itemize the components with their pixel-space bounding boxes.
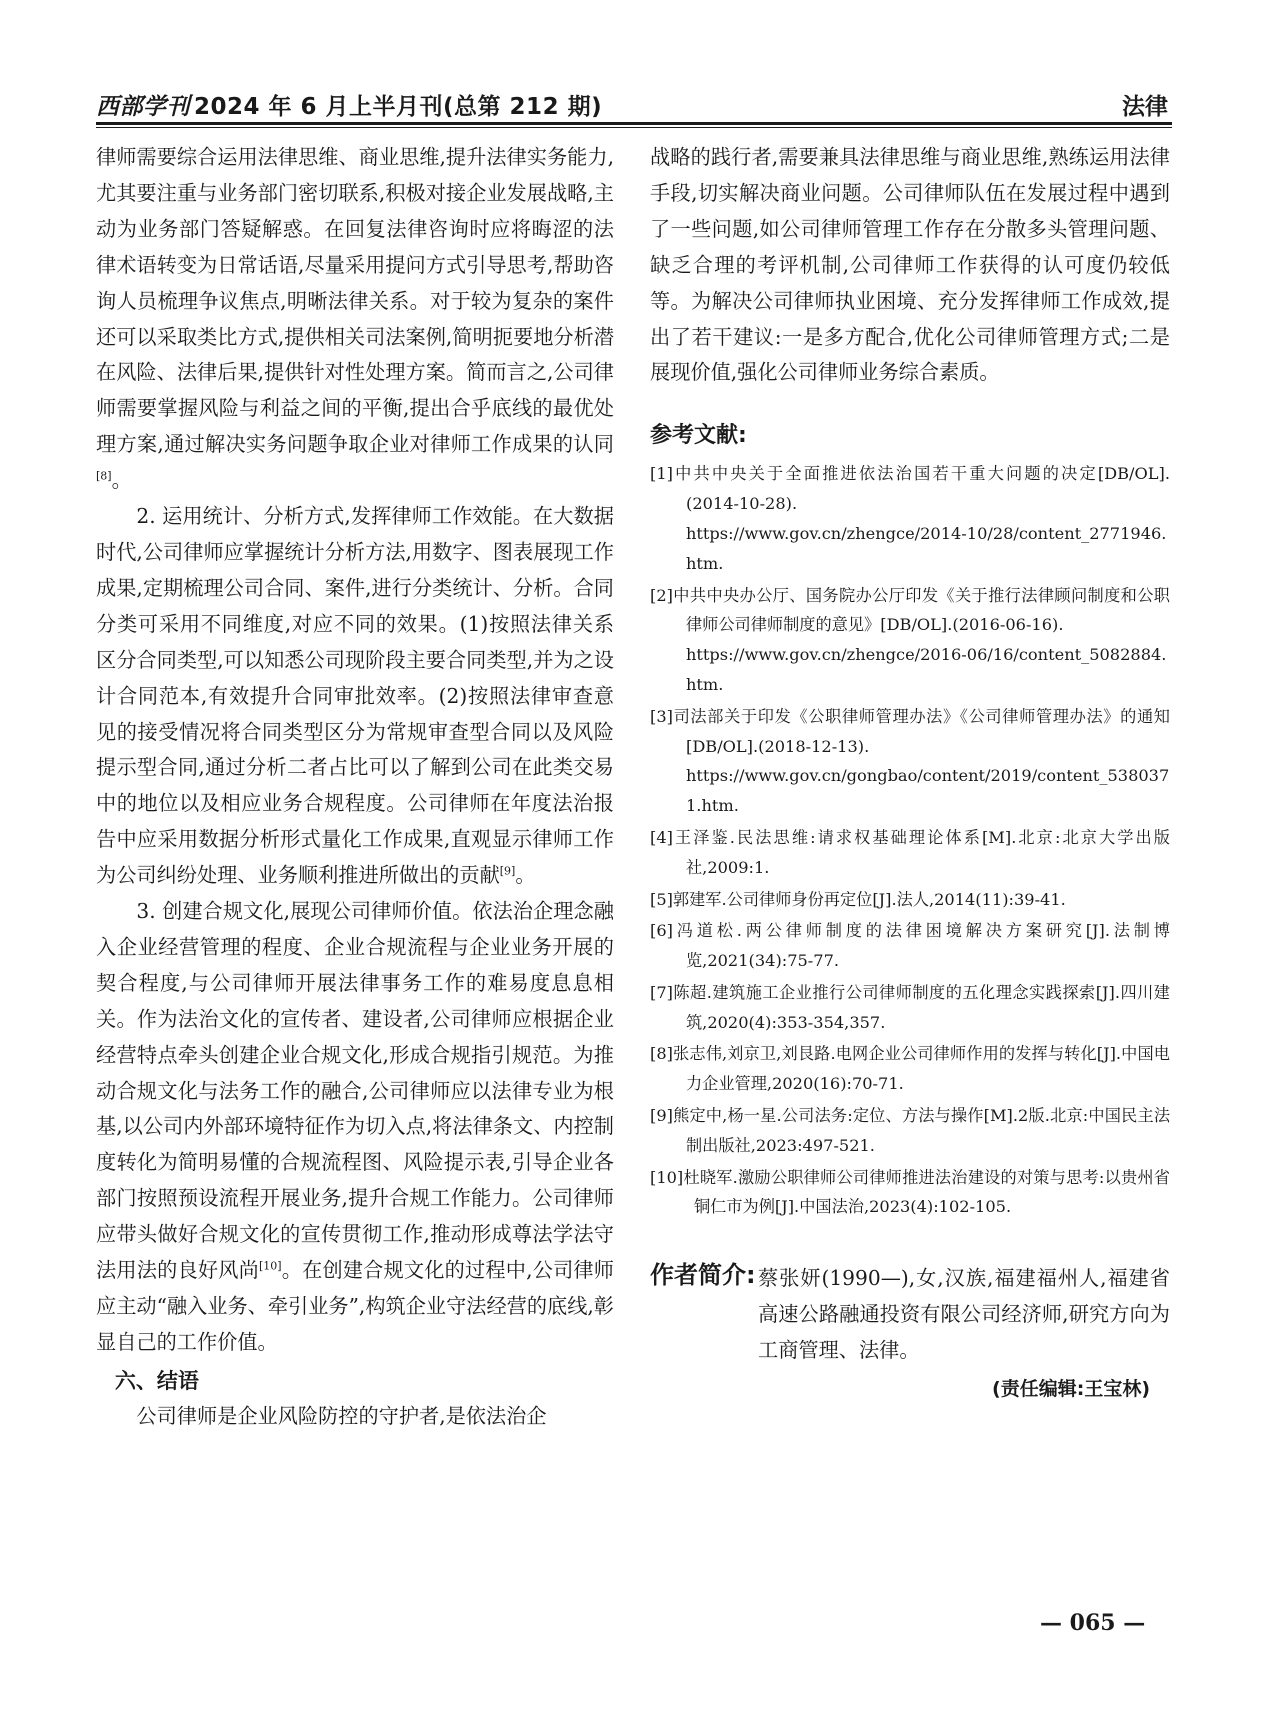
journal-running-head — [96, 88, 602, 121]
reference-url: https://www.gov.cn/zhengce/2016-06/16/content_5082884.htm. — [686, 645, 1167, 694]
reference-item: [8]张志伟,刘京卫,刘艮路.电网企业公司律师作用的发挥与转化[J].中国电力企业管理,2020(16):70-71. — [650, 1044, 1170, 1094]
right-column — [650, 140, 1170, 1401]
reference-item: [9]熊定中,杨一星.公司法务:定位、方法与操作[M].2版.北京:中国民主法制出版社,2023:497-521. — [650, 1106, 1170, 1155]
left-column — [96, 140, 614, 1435]
citation-10: [10] — [258, 1259, 282, 1273]
references-title: 参考文献: — [650, 423, 747, 449]
reference-item: [10]杜晓军.激励公职律师公司律师推进法治建设的对策与思考:以贵州省铜仁市为例[J].中国法治,2023(4):102-105. — [650, 1167, 1170, 1217]
body-paragraph: 2. 运用统计、分析方式,发挥律师工作效能。在大数据时代,公司律师应掌握统计分析方法,用数字、图表展现工作成果,定期梳理公司合同、案件,进行分类统计、分析。合同分类可采用不同维度,对应不同的效果。(1)按照法律关系区分合同类型,可以知悉公司现阶段主要合同类型,并为之设计合同范本,有效提升合同审批效率。(2)按照法律审查意见的接受情况将合同类型区分为常规审查型合同以及风险提示型合同,通过分析二者占比可以了解到公司在此类交易中的地位以及相应业务合规程度。公司律师在年度法治报告中应采用数据分析形式量化工作成果,直观显示律师工作为公司纠纷处理、业务顺利推进所做出的贡献[9]。 — [96, 504, 614, 888]
reference-item: [7]陈超.建筑施工企业推行公司律师制度的五化理念实践探索[J].四川建筑,2020(4):353-354,357. — [650, 982, 1170, 1032]
references-list — [650, 459, 1170, 1222]
reference-item: [3]司法部关于印发《公职律师管理办法》《公司律师管理办法》的通知[DB/OL].(2018-12-13). https://www.gov.cn/gongbao/content/2019/content_5380371.htm. — [650, 702, 1170, 821]
body-paragraph: 公司律师是企业风险防控的守护者,是依法治企 — [136, 1403, 547, 1428]
citation-9: [9] — [499, 864, 516, 878]
body-paragraph: 3. 创建合规文化,展现公司律师价值。依法治企理念融入企业经营管理的程度、企业合规流程与企业业务开展的契合程度,与公司律师开展法律事务工作的难易度息息相关。作为法治文化的宣传者、建设者,公司律师应根据企业经营特点牵头创建企业合规文化,形成合规指引规范。为推动合规文化与法务工作的融合,公司律师应以法律专业为根基,以公司内外部环境特征作为切入点,将法律条文、内控制度转化为简明易懂的合规流程图、风险提示表,引导企业各部门按照预设流程开展业务,提升合规工作能力。公司律师应带头做好合规文化的宣传贯彻工作,推动形成尊法学法守法用法的良好风尚[10]。在创建合规文化的过程中,公司律师应主动“融入业务、牵引业务”,构筑企业守法经营的底线,彰显自己的工作价值。 — [96, 899, 614, 1354]
header-rule-thick — [96, 122, 1172, 125]
author-bio — [650, 1260, 1170, 1368]
section-heading: 六、结语 — [114, 1368, 199, 1393]
header-rule-thin — [96, 127, 1172, 128]
reference-item: [6]冯道松.两公律师制度的法律困境解决方案研究[J].法制博览,2021(34):75-77. — [650, 921, 1170, 971]
reference-url: https://www.gov.cn/zhengce/2014-10/28/content_2771946.htm. — [686, 523, 1167, 573]
responsible-editor: (责任编辑:王宝林) — [992, 1378, 1150, 1401]
author-bio-text: 蔡张妍(1990—),女,汉族,福建福州人,福建省高速公路融通投资有限公司经济师,研究方向为工商管理、法律。 — [758, 1266, 1170, 1363]
page-header — [96, 86, 1172, 124]
body-paragraph: 律师需要综合运用法律思维、商业思维,提升法律实务能力,尤其要注重与业务部门密切联系,积极对接企业发展战略,主动为业务部门答疑解惑。在回复法律咨询时应将晦涩的法律术语转变为日常话语,尽量采用提问方式引导思考,帮助咨询人员梳理争议焦点,明晰法律关系。对于较为复杂的案件还可以采取类比方式,提供相关司法案例,简明扼要地分析潜在风险、法律后果,提供针对性处理方案。简而言之,公司律师需要掌握风险与利益之间的平衡,提出合乎底线的最优处理方案,通过解决实务问题争取企业对律师工作成果的认同[8]。 — [96, 145, 614, 493]
journal-logo: 西部学刊 — [96, 93, 190, 120]
citation-8: [8] — [96, 469, 112, 483]
reference-item: [4]王泽鉴.民法思维:请求权基础理论体系[M].北京:北京大学出版社,2009:1. — [650, 827, 1170, 877]
reference-url: https://www.gov.cn/gongbao/content/2019/content_5380371.htm. — [686, 766, 1170, 816]
page-number: — 065 — — [1040, 1610, 1146, 1636]
body-paragraph: 战略的践行者,需要兼具法律思维与商业思维,熟练运用法律手段,切实解决商业问题。公司律师队伍在发展过程中遇到了一些问题,如公司律师管理工作存在分散多头管理问题、缺乏合理的考评机制,公司律师工作获得的认可度仍较低等。为解决公司律师执业困境、充分发挥律师工作成效,提出了若干建议:一是多方配合,优化公司律师管理方式;二是展现价值,强化公司律师业务综合素质。 — [650, 145, 1170, 385]
reference-item: [1]中共中央关于全面推进依法治国若干重大问题的决定[DB/OL].(2014-10-28). https://www.gov.cn/zhengce/2014-10/28/content_2771946.htm. — [650, 459, 1170, 578]
issue-info: 2024 年 6 月上半月刊(总第 212 期) — [194, 94, 603, 120]
reference-item: [5]郭建军.公司律师身份再定位[J].法人,2014(11):39-41. — [650, 889, 1066, 909]
author-bio-label: 作者简介: — [650, 1261, 756, 1290]
section-label: 法律 — [1122, 94, 1168, 120]
reference-item: [2]中共中央办公厅、国务院办公厅印发《关于推行法律顾问制度和公职律师公司律师制度的意见》[DB/OL].(2016-06-16). https://www.gov.cn/zhengce/2016-06/16/content_5082884.htm. — [650, 581, 1170, 700]
